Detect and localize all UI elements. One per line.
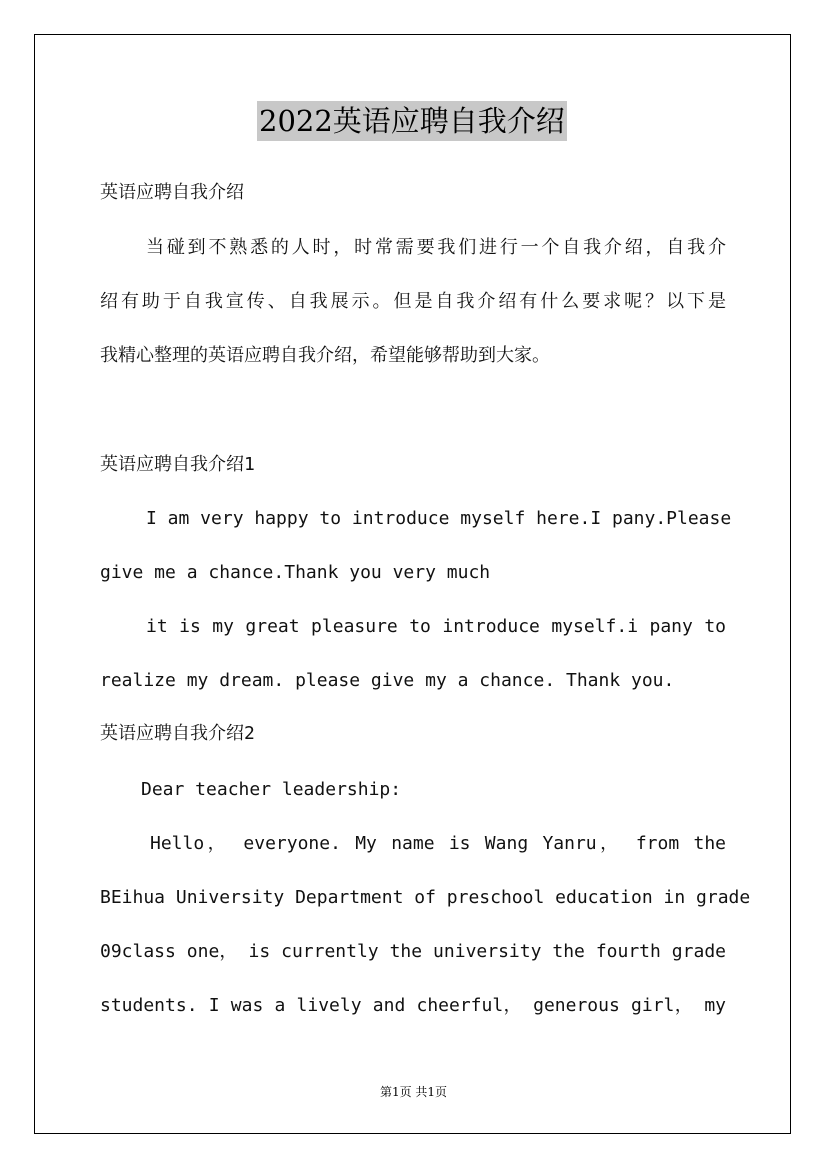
section2-line-3: 09class one， is currently the university the fourth grade: [100, 941, 726, 962]
section2-line-4: students. I was a lively and cheerful， generous girl， my: [100, 995, 726, 1016]
section1-para1-line2: give me a chance.Thank you very much: [100, 562, 491, 583]
page-footer: 第1页 共1页: [379, 1085, 448, 1099]
document-title: 2022英语应聘自我介绍: [257, 101, 567, 141]
section1-para1-line1: I am very happy to introduce myself here.I pany.Please: [146, 508, 732, 529]
intro-line-3: 我精心整理的英语应聘自我介绍，希望能够帮助到大家。: [100, 345, 550, 366]
intro-line-2: 绍有助于自我宣传、自我展示。但是自我介绍有什么要求呢？以下是: [100, 291, 726, 312]
section2-line-1: Hello， everyone. My name is Wang Yanru， from the: [150, 833, 726, 854]
section2-line-2: BEihua University Department of preschool education in grade: [100, 887, 751, 908]
intro-line-1: 当碰到不熟悉的人时，时常需要我们进行一个自我介绍，自我介: [146, 237, 726, 258]
section1-para2-line2: realize my dream. please give my a chance. Thank you.: [100, 670, 675, 691]
section-heading-1: 英语应聘自我介绍1: [100, 454, 255, 475]
section-heading-intro: 英语应聘自我介绍: [100, 182, 244, 203]
section-heading-2: 英语应聘自我介绍2: [100, 723, 255, 744]
section2-salutation: Dear teacher leadership:: [141, 779, 402, 800]
section1-para2-line1: it is my great pleasure to introduce myself.i pany to: [146, 616, 726, 637]
